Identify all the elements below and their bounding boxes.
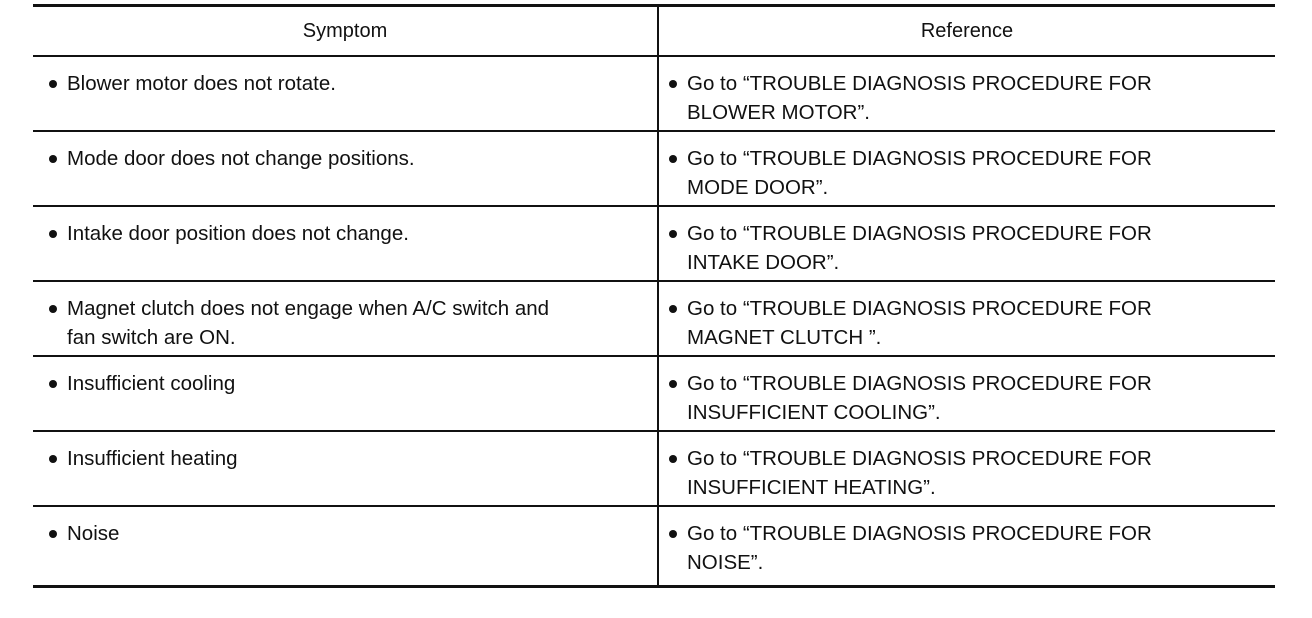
reference-cell xyxy=(659,432,1275,505)
bullet-icon xyxy=(669,380,677,388)
symptom-text: Intake door position does not change. xyxy=(67,222,409,245)
symptom-text: Insufficient heating xyxy=(67,447,238,470)
bullet-icon xyxy=(49,230,57,238)
header-reference: Reference xyxy=(920,19,1014,42)
symptom-text: Insufficient cooling xyxy=(67,372,236,395)
bullet-icon xyxy=(49,80,57,88)
bullet-icon xyxy=(669,80,677,88)
reference-text: Go to “TROUBLE DIAGNOSIS PROCEDURE FOR NOISE”. xyxy=(687,522,1152,574)
header-symptom: Symptom xyxy=(33,7,659,55)
table-row xyxy=(33,507,1275,585)
bullet-icon xyxy=(49,155,57,163)
bullet-icon xyxy=(669,305,677,313)
bullet-icon xyxy=(669,230,677,238)
symptom-cell xyxy=(33,207,659,280)
reference-text: Go to “TROUBLE DIAGNOSIS PROCEDURE FOR BLOWER MOTOR”. xyxy=(687,72,1152,124)
table-row xyxy=(33,132,1275,207)
table-row xyxy=(33,282,1275,357)
symptom-cell xyxy=(33,132,659,205)
reference-cell xyxy=(659,357,1275,430)
reference-text: Go to “TROUBLE DIAGNOSIS PROCEDURE FOR MODE DOOR”. xyxy=(687,147,1152,199)
table-row xyxy=(33,57,1275,132)
table-row xyxy=(33,357,1275,432)
reference-cell xyxy=(659,207,1275,280)
symptom-cell xyxy=(33,357,659,430)
reference-text: Go to “TROUBLE DIAGNOSIS PROCEDURE FOR INSUFFICIENT COOLING”. xyxy=(687,372,1152,424)
symptom-cell xyxy=(33,507,659,585)
symptom-cell xyxy=(33,57,659,130)
reference-cell xyxy=(659,282,1275,355)
bullet-icon xyxy=(49,530,57,538)
reference-cell xyxy=(659,132,1275,205)
bullet-icon xyxy=(49,380,57,388)
reference-cell xyxy=(659,57,1275,130)
table-header-row xyxy=(33,7,1275,57)
bullet-icon xyxy=(49,455,57,463)
table-row xyxy=(33,207,1275,282)
symptom-cell xyxy=(33,432,659,505)
symptom-cell xyxy=(33,282,659,355)
symptom-text: Magnet clutch does not engage when A/C switch and fan switch are ON. xyxy=(67,297,550,349)
table-row xyxy=(33,432,1275,507)
bullet-icon xyxy=(669,155,677,163)
reference-text: Go to “TROUBLE DIAGNOSIS PROCEDURE FOR INSUFFICIENT HEATING”. xyxy=(687,447,1152,499)
symptom-text: Noise xyxy=(67,522,120,545)
reference-text: Go to “TROUBLE DIAGNOSIS PROCEDURE FOR INTAKE DOOR”. xyxy=(687,222,1152,274)
symptom-reference-table xyxy=(33,4,1275,588)
bullet-icon xyxy=(669,455,677,463)
bullet-icon xyxy=(669,530,677,538)
bullet-icon xyxy=(49,305,57,313)
reference-text: Go to “TROUBLE DIAGNOSIS PROCEDURE FOR MAGNET CLUTCH ”. xyxy=(687,297,1152,349)
reference-cell xyxy=(659,507,1275,585)
symptom-text: Mode door does not change positions. xyxy=(67,147,415,170)
symptom-text: Blower motor does not rotate. xyxy=(67,72,336,95)
